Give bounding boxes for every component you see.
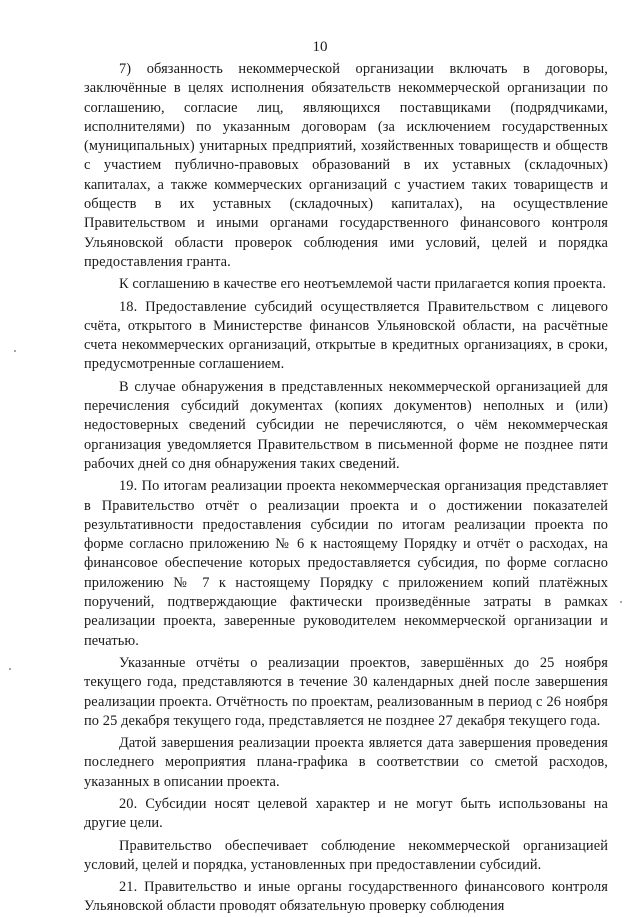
paragraph-completion-date: Датой завершения реализации проекта является дата завершения проведения последнего мероприятия плана-графика в соответствии со сметой расходов, указанных в описании проекта. xyxy=(84,735,608,790)
paragraph-19-project-report: 19. По итогам реализации проекта некоммерческая организация представляет в Правительство отчёт о реализации проекта и о достижении показателей результативности предоставления субсидии по итогам реализации проекта по форме согласно приложению № 6 к настоящему Порядку и отчёт о расходах, на финансовое обеспечение которых предоставляется субсидия, по форме согласно приложению № 7 к настоящему Порядку с приложением копий платёжных поручений, подтверждающие фактически произведённые затраты в рамках реализации проекта, заверенные руководителем некоммерческой организации и печатью. xyxy=(84,478,608,649)
paragraph-agreement-attachment: К соглашению в качестве его неотъемлемой части прилагается копия проекта. xyxy=(119,276,607,293)
scan-speck xyxy=(620,601,622,603)
document-body xyxy=(84,60,608,917)
paragraph-18-subsidy-transfer: 18. Предоставление субсидий осуществляется Правительством с лицевого счёта, открытого в Министерстве финансов Ульяновской области, на расчётные счета некоммерческих организаций, открытые в кредитных организациях, в сроки, предусмотренные соглашением. xyxy=(84,298,608,373)
paragraph-incomplete-documents: В случае обнаружения в представленных некоммерческой организацией для перечисления субсидий документах (копиях документов) неполных и (или) недостоверных сведений субсидии не перечисляются, о чём некоммерческая организация уведомляется Правительством в письменной форме не позднее пяти рабочих дней со дня обнаружения таких сведений. xyxy=(84,378,608,472)
paragraph-20-target-use: 20. Субсидии носят целевой характер и не могут быть использованы на другие цели. xyxy=(84,795,608,832)
page-number: 10 xyxy=(312,39,328,55)
paragraph-report-deadlines: Указанные отчёты о реализации проектов, завершённых до 25 ноября текущего года, представляются в течение 30 календарных дней после завершения реализации проекта. Отчётность по проектам, реализованным в период с 26 ноября по 25 декабря текущего года, представляется не позднее 27 декабря текущего года. xyxy=(84,654,608,729)
paragraph-government-oversight: Правительство обеспечивает соблюдение некоммерческой организацией условий, целей и порядка, установленных при предоставлении субсидий. xyxy=(84,837,608,873)
scan-speck xyxy=(9,668,11,670)
paragraph-item-7: 7) обязанность некоммерческой организации включать в договоры, заключённые в целях исполнения обязательств некоммерческой организации по соглашению, согласие лиц, являющихся поставщиками (подрядчиками, исполнителями) по указанным договорам (за исключением государственных (муниципальных) унитарных предприятий, хозяйственных товариществ и обществ с участием публично-правовых образований в их уставных (складочных) капиталах, а также коммерческих организаций с участием таких товариществ и обществ в их уставных (складочных) капиталах), на осуществление Правительством и иными органами государственного финансового контроля Ульяновской области проверок соблюдения ими условий, целей и порядка предоставления гранта. xyxy=(84,61,608,270)
paragraph-21-financial-control: 21. Правительство и иные органы государственного финансового контроля Ульяновской области проводят обязательную проверку соблюдения xyxy=(84,879,608,915)
scan-speck xyxy=(14,350,16,352)
